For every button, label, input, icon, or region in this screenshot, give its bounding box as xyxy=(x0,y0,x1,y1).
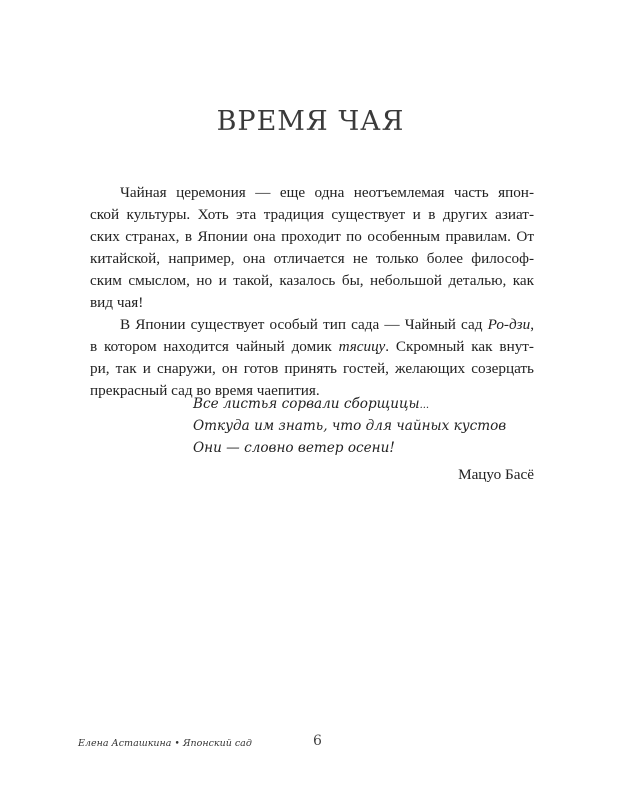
poem-author: Мацуо Басё xyxy=(458,466,534,483)
footer-book-title: Японский сад xyxy=(182,738,252,749)
text-run: в котором находится чайный домик xyxy=(90,338,339,355)
emphasis-term: Ро-дзи xyxy=(487,316,531,333)
text-run: . Скромный как внут- xyxy=(385,338,534,355)
poem-line: Откуда им знать, что для чайных кустов xyxy=(193,418,507,434)
page-title: ВРЕМЯ ЧАЯ xyxy=(216,106,405,137)
body-text xyxy=(90,182,534,402)
emphasis-term: тясицу xyxy=(338,338,386,355)
poem-ellipsis: ... xyxy=(419,400,430,411)
paragraph-line: ри, так и снаружи, он готов принять гостей, желающих созерцать xyxy=(90,360,534,377)
paragraph-line: китайской, например, она отличается не только более философ- xyxy=(90,250,534,267)
footer-author: Елена Асташкина xyxy=(78,738,172,749)
page-number: 6 xyxy=(313,733,322,749)
text-run: , xyxy=(530,316,534,333)
paragraph-line: ским смыслом, но и такой, казалось бы, небольшой деталью, как xyxy=(90,272,534,289)
paragraph-line xyxy=(90,336,534,358)
paragraph-line: прекрасный сад во время чаепития. xyxy=(90,382,320,399)
paragraph-line: ской культуры. Хоть эта традиция существует и в других азиат- xyxy=(90,206,534,223)
haiku-poem xyxy=(193,393,506,459)
paragraph-line: ских странах, в Японии она проходит по особенным правилам. От xyxy=(90,228,534,245)
paragraph-line: вид чая! xyxy=(90,294,144,311)
text-run: В Японии существует особый тип сада — Чайный сад xyxy=(120,316,488,333)
poem-text: Все листья сорвали сборщицы xyxy=(193,396,420,412)
running-footer xyxy=(78,738,252,749)
paragraph-line xyxy=(90,314,534,336)
poem-line: Они — словно ветер осени! xyxy=(193,440,395,456)
paragraph-line: Чайная церемония — еще одна неотъемлемая часть япон- xyxy=(120,184,534,201)
poem-line xyxy=(193,393,506,415)
footer-separator: • xyxy=(174,739,180,749)
